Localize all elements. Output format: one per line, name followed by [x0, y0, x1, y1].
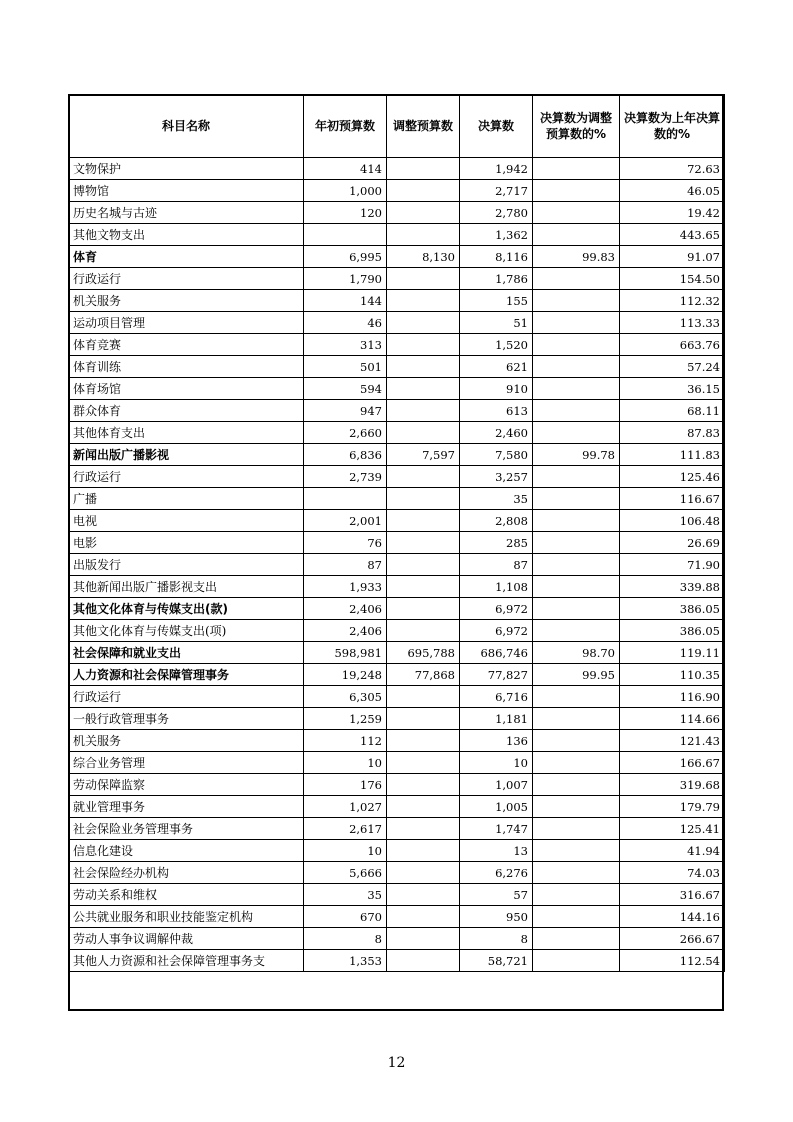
final-account-cell: 1,942 — [460, 158, 533, 180]
page-number: 12 — [387, 1055, 406, 1071]
adjusted-budget-cell — [387, 488, 460, 510]
initial-budget-cell: 1,259 — [304, 708, 387, 730]
header-initial-budget: 年初预算数 — [304, 95, 387, 158]
adjusted-budget-cell — [387, 840, 460, 862]
pct-of-adjusted-cell — [533, 400, 620, 422]
pct-of-previous-cell: 386.05 — [620, 598, 725, 620]
final-account-cell: 2,460 — [460, 422, 533, 444]
pct-of-adjusted-cell — [533, 312, 620, 334]
adjusted-budget-cell — [387, 928, 460, 950]
adjusted-budget-cell — [387, 532, 460, 554]
final-account-cell: 13 — [460, 840, 533, 862]
budget-table — [68, 94, 725, 972]
table-row — [69, 884, 725, 906]
initial-budget-cell: 10 — [304, 840, 387, 862]
pct-of-previous-cell: 114.66 — [620, 708, 725, 730]
final-account-cell: 87 — [460, 554, 533, 576]
pct-of-adjusted-cell — [533, 466, 620, 488]
final-account-cell: 57 — [460, 884, 533, 906]
subject-name-cell: 历史名城与古迹 — [69, 202, 304, 224]
subject-name-cell: 其他文化体育与传媒支出(款) — [69, 598, 304, 620]
pct-of-previous-cell: 112.32 — [620, 290, 725, 312]
table-row — [69, 488, 725, 510]
adjusted-budget-cell — [387, 554, 460, 576]
adjusted-budget-cell — [387, 290, 460, 312]
table-row — [69, 378, 725, 400]
final-account-cell: 136 — [460, 730, 533, 752]
pct-of-previous-cell: 112.54 — [620, 950, 725, 972]
final-account-cell: 1,108 — [460, 576, 533, 598]
adjusted-budget-cell — [387, 796, 460, 818]
final-account-cell: 2,808 — [460, 510, 533, 532]
adjusted-budget-cell — [387, 422, 460, 444]
final-account-cell: 686,746 — [460, 642, 533, 664]
table-row — [69, 532, 725, 554]
adjusted-budget-cell — [387, 774, 460, 796]
initial-budget-cell: 112 — [304, 730, 387, 752]
initial-budget-cell: 120 — [304, 202, 387, 224]
subject-name-cell: 社会保险经办机构 — [69, 862, 304, 884]
subject-name-cell: 机关服务 — [69, 290, 304, 312]
header-row — [69, 95, 725, 158]
adjusted-budget-cell — [387, 598, 460, 620]
initial-budget-cell: 1,933 — [304, 576, 387, 598]
initial-budget-cell: 2,739 — [304, 466, 387, 488]
pct-of-previous-cell: 110.35 — [620, 664, 725, 686]
subject-name-cell: 电影 — [69, 532, 304, 554]
subject-name-cell: 一般行政管理事务 — [69, 708, 304, 730]
subject-name-cell: 社会保险业务管理事务 — [69, 818, 304, 840]
adjusted-budget-cell — [387, 378, 460, 400]
final-account-cell: 7,580 — [460, 444, 533, 466]
final-account-cell: 8 — [460, 928, 533, 950]
final-account-cell: 2,780 — [460, 202, 533, 224]
final-account-cell: 1,005 — [460, 796, 533, 818]
initial-budget-cell: 947 — [304, 400, 387, 422]
table-row — [69, 444, 725, 466]
pct-of-adjusted-cell — [533, 620, 620, 642]
initial-budget-cell: 19,248 — [304, 664, 387, 686]
table-row — [69, 840, 725, 862]
pct-of-adjusted-cell — [533, 334, 620, 356]
final-account-cell: 8,116 — [460, 246, 533, 268]
initial-budget-cell: 8 — [304, 928, 387, 950]
pct-of-adjusted-cell — [533, 928, 620, 950]
table-row — [69, 686, 725, 708]
subject-name-cell: 文物保护 — [69, 158, 304, 180]
table-row — [69, 246, 725, 268]
adjusted-budget-cell — [387, 950, 460, 972]
pct-of-adjusted-cell — [533, 378, 620, 400]
pct-of-adjusted-cell — [533, 356, 620, 378]
initial-budget-cell: 1,027 — [304, 796, 387, 818]
header-pct-of-previous: 决算数为上年决算数的% — [620, 95, 725, 158]
table-row — [69, 334, 725, 356]
table-row — [69, 796, 725, 818]
pct-of-adjusted-cell — [533, 774, 620, 796]
pct-of-adjusted-cell — [533, 224, 620, 246]
subject-name-cell: 公共就业服务和职业技能鉴定机构 — [69, 906, 304, 928]
table-row — [69, 268, 725, 290]
adjusted-budget-cell — [387, 906, 460, 928]
final-account-cell: 6,972 — [460, 620, 533, 642]
subject-name-cell: 体育 — [69, 246, 304, 268]
table-row — [69, 730, 725, 752]
adjusted-budget-cell — [387, 356, 460, 378]
final-account-cell: 51 — [460, 312, 533, 334]
subject-name-cell: 其他文物支出 — [69, 224, 304, 246]
adjusted-budget-cell — [387, 862, 460, 884]
table-row — [69, 708, 725, 730]
table-row — [69, 950, 725, 972]
pct-of-previous-cell: 57.24 — [620, 356, 725, 378]
subject-name-cell: 劳动保障监察 — [69, 774, 304, 796]
adjusted-budget-cell — [387, 400, 460, 422]
pct-of-previous-cell: 319.68 — [620, 774, 725, 796]
initial-budget-cell: 6,305 — [304, 686, 387, 708]
pct-of-previous-cell: 113.33 — [620, 312, 725, 334]
adjusted-budget-cell — [387, 730, 460, 752]
pct-of-previous-cell: 663.76 — [620, 334, 725, 356]
subject-name-cell: 其他文化体育与传媒支出(项) — [69, 620, 304, 642]
subject-name-cell: 广播 — [69, 488, 304, 510]
table-body — [69, 158, 725, 972]
pct-of-adjusted-cell — [533, 752, 620, 774]
initial-budget-cell: 501 — [304, 356, 387, 378]
initial-budget-cell: 313 — [304, 334, 387, 356]
initial-budget-cell — [304, 224, 387, 246]
subject-name-cell: 其他人力资源和社会保障管理事务支 — [69, 950, 304, 972]
adjusted-budget-cell — [387, 708, 460, 730]
initial-budget-cell: 670 — [304, 906, 387, 928]
pct-of-previous-cell: 91.07 — [620, 246, 725, 268]
table-row — [69, 356, 725, 378]
final-account-cell: 10 — [460, 752, 533, 774]
final-account-cell: 613 — [460, 400, 533, 422]
pct-of-previous-cell: 443.65 — [620, 224, 725, 246]
pct-of-previous-cell: 26.69 — [620, 532, 725, 554]
initial-budget-cell: 2,660 — [304, 422, 387, 444]
final-account-cell: 1,520 — [460, 334, 533, 356]
header-subject-name: 科目名称 — [69, 95, 304, 158]
final-account-cell: 3,257 — [460, 466, 533, 488]
pct-of-adjusted-cell — [533, 532, 620, 554]
pct-of-previous-cell: 125.41 — [620, 818, 725, 840]
final-account-cell: 285 — [460, 532, 533, 554]
subject-name-cell: 体育场馆 — [69, 378, 304, 400]
subject-name-cell: 行政运行 — [69, 268, 304, 290]
initial-budget-cell: 2,001 — [304, 510, 387, 532]
subject-name-cell: 信息化建设 — [69, 840, 304, 862]
pct-of-adjusted-cell — [533, 488, 620, 510]
final-account-cell: 2,717 — [460, 180, 533, 202]
adjusted-budget-cell: 7,597 — [387, 444, 460, 466]
subject-name-cell: 体育训练 — [69, 356, 304, 378]
pct-of-previous-cell: 116.90 — [620, 686, 725, 708]
table-row — [69, 422, 725, 444]
adjusted-budget-cell — [387, 180, 460, 202]
subject-name-cell: 电视 — [69, 510, 304, 532]
table-row — [69, 642, 725, 664]
table-row — [69, 290, 725, 312]
final-account-cell: 910 — [460, 378, 533, 400]
table-row — [69, 554, 725, 576]
table-row — [69, 466, 725, 488]
adjusted-budget-cell — [387, 202, 460, 224]
subject-name-cell: 劳动关系和维权 — [69, 884, 304, 906]
pct-of-adjusted-cell — [533, 884, 620, 906]
pct-of-previous-cell: 166.67 — [620, 752, 725, 774]
initial-budget-cell: 35 — [304, 884, 387, 906]
pct-of-previous-cell: 72.63 — [620, 158, 725, 180]
table-row — [69, 664, 725, 686]
pct-of-adjusted-cell — [533, 950, 620, 972]
adjusted-budget-cell — [387, 158, 460, 180]
table-row — [69, 180, 725, 202]
adjusted-budget-cell — [387, 224, 460, 246]
table-row — [69, 202, 725, 224]
final-account-cell: 1,362 — [460, 224, 533, 246]
final-account-cell: 77,827 — [460, 664, 533, 686]
initial-budget-cell: 2,617 — [304, 818, 387, 840]
subject-name-cell: 出版发行 — [69, 554, 304, 576]
table-row — [69, 774, 725, 796]
initial-budget-cell: 5,666 — [304, 862, 387, 884]
table-row — [69, 576, 725, 598]
pct-of-previous-cell: 144.16 — [620, 906, 725, 928]
pct-of-adjusted-cell — [533, 862, 620, 884]
pct-of-previous-cell: 179.79 — [620, 796, 725, 818]
pct-of-adjusted-cell — [533, 686, 620, 708]
pct-of-previous-cell: 106.48 — [620, 510, 725, 532]
initial-budget-cell: 594 — [304, 378, 387, 400]
initial-budget-cell: 10 — [304, 752, 387, 774]
initial-budget-cell: 2,406 — [304, 620, 387, 642]
pct-of-adjusted-cell — [533, 180, 620, 202]
subject-name-cell: 劳动人事争议调解仲裁 — [69, 928, 304, 950]
final-account-cell: 950 — [460, 906, 533, 928]
pct-of-adjusted-cell — [533, 840, 620, 862]
subject-name-cell: 综合业务管理 — [69, 752, 304, 774]
final-account-cell: 621 — [460, 356, 533, 378]
pct-of-previous-cell: 41.94 — [620, 840, 725, 862]
subject-name-cell: 行政运行 — [69, 686, 304, 708]
final-account-cell: 1,181 — [460, 708, 533, 730]
subject-name-cell: 社会保障和就业支出 — [69, 642, 304, 664]
pct-of-adjusted-cell: 99.95 — [533, 664, 620, 686]
pct-of-previous-cell: 125.46 — [620, 466, 725, 488]
adjusted-budget-cell — [387, 752, 460, 774]
table-row — [69, 510, 725, 532]
final-account-cell: 1,747 — [460, 818, 533, 840]
table-row — [69, 906, 725, 928]
pct-of-adjusted-cell — [533, 554, 620, 576]
pct-of-previous-cell: 74.03 — [620, 862, 725, 884]
pct-of-adjusted-cell — [533, 510, 620, 532]
final-account-cell: 35 — [460, 488, 533, 510]
table-row — [69, 620, 725, 642]
pct-of-adjusted-cell — [533, 906, 620, 928]
initial-budget-cell: 46 — [304, 312, 387, 334]
pct-of-adjusted-cell — [533, 290, 620, 312]
header-final-account: 决算数 — [460, 95, 533, 158]
table-row — [69, 224, 725, 246]
adjusted-budget-cell: 8,130 — [387, 246, 460, 268]
subject-name-cell: 人力资源和社会保障管理事务 — [69, 664, 304, 686]
subject-name-cell: 行政运行 — [69, 466, 304, 488]
pct-of-previous-cell: 87.83 — [620, 422, 725, 444]
initial-budget-cell: 1,790 — [304, 268, 387, 290]
adjusted-budget-cell: 695,788 — [387, 642, 460, 664]
adjusted-budget-cell — [387, 334, 460, 356]
adjusted-budget-cell — [387, 576, 460, 598]
pct-of-previous-cell: 71.90 — [620, 554, 725, 576]
final-account-cell: 1,007 — [460, 774, 533, 796]
final-account-cell: 58,721 — [460, 950, 533, 972]
table-row — [69, 752, 725, 774]
initial-budget-cell: 176 — [304, 774, 387, 796]
subject-name-cell: 新闻出版广播影视 — [69, 444, 304, 466]
initial-budget-cell: 2,406 — [304, 598, 387, 620]
pct-of-adjusted-cell: 99.78 — [533, 444, 620, 466]
adjusted-budget-cell: 77,868 — [387, 664, 460, 686]
subject-name-cell: 机关服务 — [69, 730, 304, 752]
pct-of-previous-cell: 19.42 — [620, 202, 725, 224]
pct-of-adjusted-cell — [533, 796, 620, 818]
table-row — [69, 158, 725, 180]
final-account-cell: 6,716 — [460, 686, 533, 708]
pct-of-adjusted-cell — [533, 708, 620, 730]
pct-of-adjusted-cell: 98.70 — [533, 642, 620, 664]
initial-budget-cell: 598,981 — [304, 642, 387, 664]
pct-of-previous-cell: 46.05 — [620, 180, 725, 202]
final-account-cell: 155 — [460, 290, 533, 312]
final-account-cell: 1,786 — [460, 268, 533, 290]
subject-name-cell: 运动项目管理 — [69, 312, 304, 334]
initial-budget-cell: 6,836 — [304, 444, 387, 466]
initial-budget-cell: 87 — [304, 554, 387, 576]
adjusted-budget-cell — [387, 686, 460, 708]
pct-of-previous-cell: 111.83 — [620, 444, 725, 466]
pct-of-previous-cell: 339.88 — [620, 576, 725, 598]
subject-name-cell: 其他新闻出版广播影视支出 — [69, 576, 304, 598]
adjusted-budget-cell — [387, 466, 460, 488]
initial-budget-cell: 6,995 — [304, 246, 387, 268]
initial-budget-cell: 414 — [304, 158, 387, 180]
pct-of-adjusted-cell — [533, 158, 620, 180]
header-pct-of-adjusted: 决算数为调整预算数的% — [533, 95, 620, 158]
pct-of-previous-cell: 316.67 — [620, 884, 725, 906]
pct-of-adjusted-cell — [533, 730, 620, 752]
initial-budget-cell: 76 — [304, 532, 387, 554]
table-row — [69, 928, 725, 950]
adjusted-budget-cell — [387, 312, 460, 334]
adjusted-budget-cell — [387, 268, 460, 290]
pct-of-previous-cell: 68.11 — [620, 400, 725, 422]
table-row — [69, 862, 725, 884]
table-row — [69, 400, 725, 422]
initial-budget-cell — [304, 488, 387, 510]
pct-of-previous-cell: 266.67 — [620, 928, 725, 950]
subject-name-cell: 博物馆 — [69, 180, 304, 202]
pct-of-previous-cell: 36.15 — [620, 378, 725, 400]
subject-name-cell: 其他体育支出 — [69, 422, 304, 444]
pct-of-previous-cell: 119.11 — [620, 642, 725, 664]
subject-name-cell: 体育竞赛 — [69, 334, 304, 356]
pct-of-adjusted-cell — [533, 268, 620, 290]
pct-of-previous-cell: 116.67 — [620, 488, 725, 510]
pct-of-previous-cell: 386.05 — [620, 620, 725, 642]
adjusted-budget-cell — [387, 818, 460, 840]
pct-of-adjusted-cell — [533, 576, 620, 598]
table-row — [69, 818, 725, 840]
initial-budget-cell: 1,353 — [304, 950, 387, 972]
pct-of-previous-cell: 154.50 — [620, 268, 725, 290]
adjusted-budget-cell — [387, 620, 460, 642]
table-row — [69, 598, 725, 620]
pct-of-adjusted-cell — [533, 818, 620, 840]
initial-budget-cell: 144 — [304, 290, 387, 312]
initial-budget-cell: 1,000 — [304, 180, 387, 202]
subject-name-cell: 就业管理事务 — [69, 796, 304, 818]
pct-of-adjusted-cell: 99.83 — [533, 246, 620, 268]
pct-of-adjusted-cell — [533, 422, 620, 444]
header-adjusted-budget: 调整预算数 — [387, 95, 460, 158]
pct-of-adjusted-cell — [533, 202, 620, 224]
adjusted-budget-cell — [387, 884, 460, 906]
subject-name-cell: 群众体育 — [69, 400, 304, 422]
final-account-cell: 6,276 — [460, 862, 533, 884]
pct-of-adjusted-cell — [533, 598, 620, 620]
final-account-cell: 6,972 — [460, 598, 533, 620]
table-row — [69, 312, 725, 334]
adjusted-budget-cell — [387, 510, 460, 532]
pct-of-previous-cell: 121.43 — [620, 730, 725, 752]
